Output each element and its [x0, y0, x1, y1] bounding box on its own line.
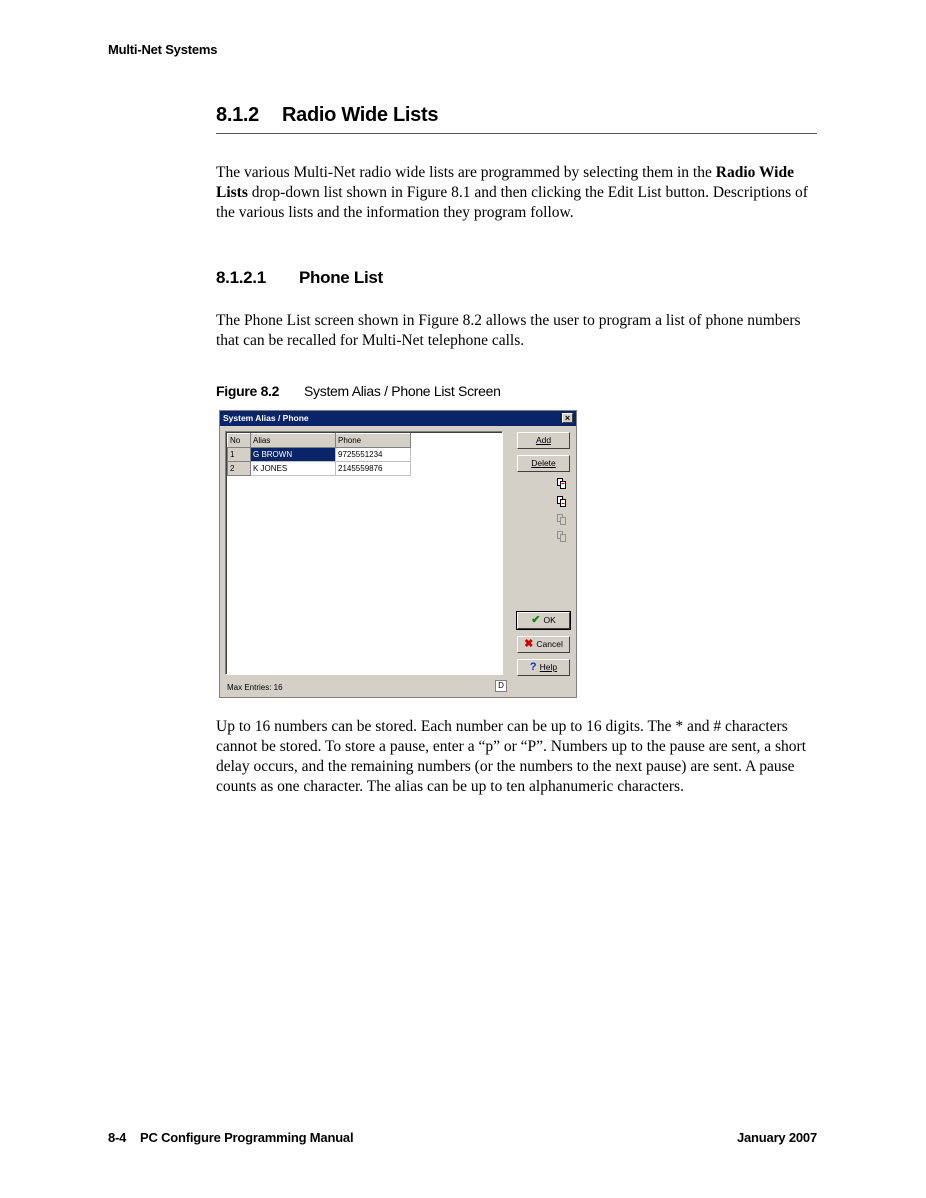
question-icon: ? — [529, 661, 537, 673]
paste-row-icon — [557, 531, 566, 542]
close-icon[interactable]: × — [562, 413, 573, 423]
subsection-title: Phone List — [299, 268, 383, 287]
figure-caption-text: System Alias / Phone List Screen — [304, 383, 501, 399]
intro-paragraph — [216, 163, 816, 223]
column-header-alias[interactable]: Alias — [251, 434, 336, 448]
table-row[interactable] — [228, 462, 411, 476]
alias-cell[interactable]: K JONES — [251, 462, 336, 476]
max-entries-status: Max Entries: 16 — [227, 683, 283, 692]
cancel-button-label: Cancel — [536, 639, 563, 649]
paste-icon[interactable] — [557, 496, 566, 507]
dialog-title: System Alias / Phone — [223, 413, 309, 423]
table-row[interactable] — [228, 448, 411, 462]
delete-button[interactable] — [517, 455, 570, 472]
row-number: 2 — [228, 462, 251, 476]
phone-list-dialog — [219, 410, 577, 698]
section-title: Radio Wide Lists — [282, 104, 439, 126]
phone-list-table — [227, 433, 411, 476]
add-button[interactable] — [517, 432, 570, 449]
help-button[interactable] — [517, 659, 570, 676]
copy-icon[interactable] — [557, 478, 566, 489]
copy-row-icon — [557, 514, 566, 525]
column-header-phone[interactable]: Phone — [336, 434, 411, 448]
delete-button-label: Delete — [531, 458, 556, 468]
figure-caption — [216, 383, 501, 399]
figure-label: Figure 8.2 — [216, 383, 280, 399]
manual-title: PC Configure Programming Manual — [140, 1130, 354, 1145]
ok-button[interactable] — [517, 612, 570, 629]
x-icon: ✖ — [524, 638, 534, 650]
ok-button-label: OK — [543, 615, 556, 625]
intro-text-1: The various Multi-Net radio wide lists are programmed by selecting them in the — [216, 164, 716, 181]
footer-left — [108, 1130, 353, 1145]
subsection-heading — [216, 268, 383, 288]
body-paragraph: Up to 16 numbers can be stored. Each number can be up to 16 digits. The * and # characters cannot be stored. To store a pause, enter a “p” or “P”. Numbers up to the pause are sent, a short delay occurs, and the remaining numbers (or the numbers to the next pause) are sent. A pause counts as one character. The alias can be up to ten alphanumeric characters. — [216, 718, 807, 795]
cancel-button[interactable] — [517, 636, 570, 653]
running-header: Multi-Net Systems — [108, 42, 218, 57]
subsection-number: 8.1.2.1 — [216, 268, 266, 287]
phone-cell[interactable]: 2145559876 — [336, 462, 411, 476]
section-number: 8.1.2 — [216, 104, 259, 126]
row-number: 1 — [228, 448, 251, 462]
alias-cell[interactable]: G BROWN — [251, 448, 336, 462]
section-heading — [216, 104, 817, 134]
table-header-row — [228, 434, 411, 448]
phone-list-grid — [225, 431, 503, 675]
footer-date: January 2007 — [737, 1130, 817, 1145]
intro-bold-term: Radio Wide Lists — [216, 164, 794, 201]
add-button-label: Add — [535, 435, 552, 445]
page-number: 8-4 — [108, 1130, 127, 1145]
column-header-no[interactable]: No — [228, 434, 251, 448]
dialog-titlebar — [220, 411, 576, 426]
intro-text-2: drop-down list shown in Figure 8.1 and then clicking the Edit List button. Descriptions of the various lists and the information they program follow. — [216, 184, 808, 221]
help-button-label: Help — [539, 662, 558, 672]
subsection-paragraph: The Phone List screen shown in Figure 8.2 allows the user to program a list of phone numbers that can be recalled for Multi-Net telephone calls. — [216, 312, 801, 349]
mode-indicator: D — [495, 680, 507, 692]
phone-cell[interactable]: 9725551234 — [336, 448, 411, 462]
checkmark-icon: ✔ — [531, 614, 541, 626]
